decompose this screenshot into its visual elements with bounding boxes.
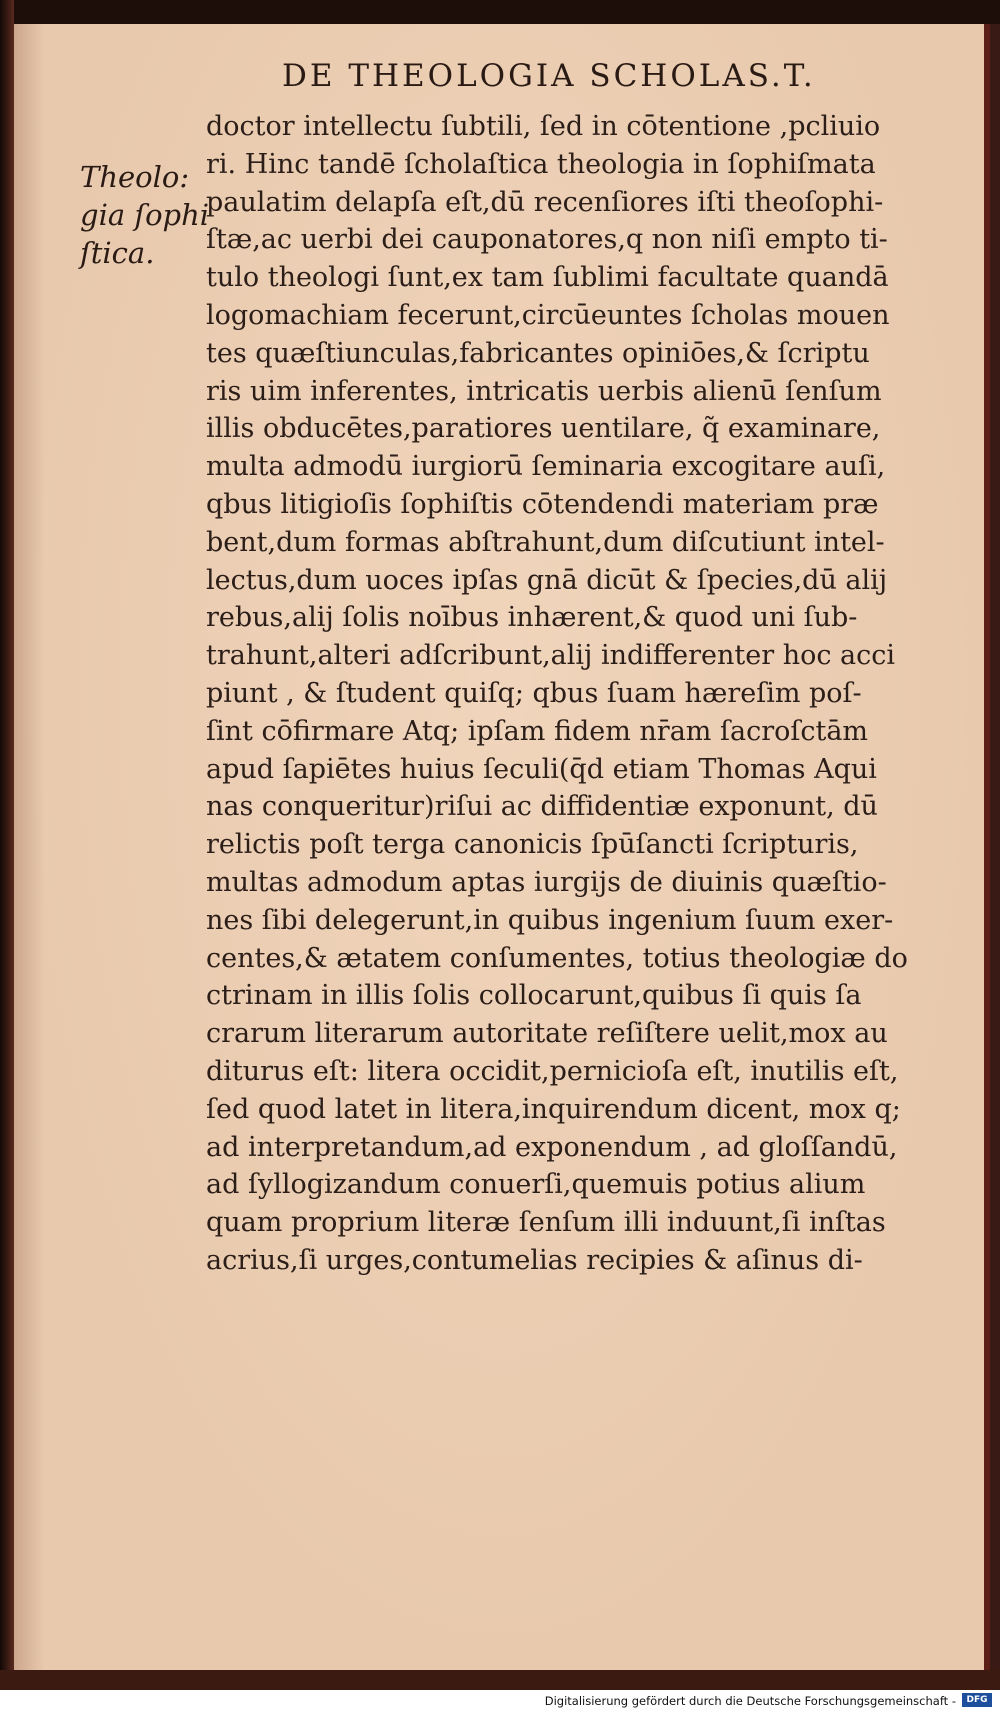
text-line: tulo theologi ſunt,ex tam ſublimi facultate quandā bbox=[206, 262, 889, 294]
marginal-note bbox=[80, 158, 209, 272]
text-line: tes quæſtiunculas,fabricantes opiniōes,& ſcriptu bbox=[206, 337, 870, 369]
text-line: rebus,alij ſolis noībus inhærent,& quod uni ſub- bbox=[206, 602, 858, 634]
text-line: ſint cōfirmare Atq; ipſam fidem nr̄am ſacroſctām bbox=[206, 715, 869, 747]
text-line: ris uim inferentes, intricatis uerbis alienū ſenſum bbox=[206, 375, 882, 407]
scan-bottom-edge bbox=[0, 1670, 1000, 1690]
marginal-note-line: gia ſophi bbox=[80, 198, 210, 232]
text-line: ad ſyllogizandum conuerſi,quemuis potius alium bbox=[206, 1169, 866, 1201]
text-line: acrius,ſi urges,contumelias recipies & aſinus di- bbox=[206, 1244, 863, 1276]
text-line: centes,& ætatem conſumentes, totius theologiæ do bbox=[206, 942, 908, 974]
text-line: nes ſibi delegerunt,in quibus ingenium ſuum exer- bbox=[206, 904, 894, 936]
text-line: ad interpretandum,ad exponendum , ad gloſſandū, bbox=[206, 1131, 898, 1163]
text-line: lectus,dum uoces ipſas gnā dicūt & ſpecies,dū alij bbox=[206, 564, 888, 596]
text-line: piunt , & ſtudent quiſq; qbus ſuam hæreſim poſ- bbox=[206, 677, 862, 709]
text-line: paulatim delapſa eſt,dū recenſiores iſti theoſophi- bbox=[206, 186, 884, 218]
text-line: diturus eſt: litera occidit,pernicioſa eſt, inutilis eſt, bbox=[206, 1055, 899, 1087]
text-line: relictis poſt terga canonicis ſpūſancti ſcripturis, bbox=[206, 829, 859, 861]
running-head: DE THEOLOGIA SCHOLAS.T. bbox=[282, 58, 816, 94]
dfg-logo-icon: DFG bbox=[962, 1693, 992, 1707]
text-line: apud ſapiētes huius ſeculi(q̄d etiam Thomas Aqui bbox=[206, 753, 877, 785]
text-line: multas admodum aptas iurgijs de diuinis quæſtio- bbox=[206, 866, 887, 898]
scan-top-edge bbox=[0, 0, 1000, 24]
text-line: ſed quod latet in litera,inquirendum dicent, mox q; bbox=[206, 1093, 901, 1125]
text-line: multa admodū iurgiorū ſeminaria excogitare auſi, bbox=[206, 451, 886, 483]
marginal-note-line: Theolo: bbox=[80, 160, 190, 194]
marginal-note-line: ſtica. bbox=[80, 236, 155, 270]
text-line: qbus litigioſis ſophiſtis cōtendendi materiam præ bbox=[206, 488, 879, 520]
text-line: logomachiam fecerunt,circūeuntes ſcholas mouen bbox=[206, 299, 890, 331]
scan-left-edge bbox=[0, 0, 14, 1713]
text-line: ctrinam in illis ſolis collocarunt,quibus ſi quis ſa bbox=[206, 980, 862, 1012]
text-line: bent,dum formas abſtrahunt,dum diſcutiunt intel- bbox=[206, 526, 885, 558]
text-line: quam proprium literæ ſenſum illi induunt,ſi inſtas bbox=[206, 1207, 886, 1239]
text-line: crarum literarum autoritate reſiſtere uelit,mox au bbox=[206, 1018, 888, 1050]
body-text bbox=[206, 108, 966, 1280]
footer-credit: Digitalisierung gefördert durch die Deutsche Forschungsgemeinschaft - bbox=[544, 1694, 956, 1708]
text-line: doctor intellectu ſubtili, ſed in cōtentione ,pcliuio bbox=[206, 111, 881, 142]
text-line: illis obducētes,paratiores uentilare, q̃ examinare, bbox=[206, 413, 881, 445]
text-line: ri. Hinc tandē ſcholaſtica theologia in ſophiſmata bbox=[206, 148, 876, 180]
text-line: ſtæ,ac uerbi dei cauponatores,q non niſi empto ti- bbox=[206, 224, 888, 256]
text-line: trahunt,alteri adſcribunt,alij indifferenter hoc acci bbox=[206, 640, 896, 672]
text-line: nas conqueritur)riſui ac diffidentiæ exponunt, dū bbox=[206, 791, 878, 823]
